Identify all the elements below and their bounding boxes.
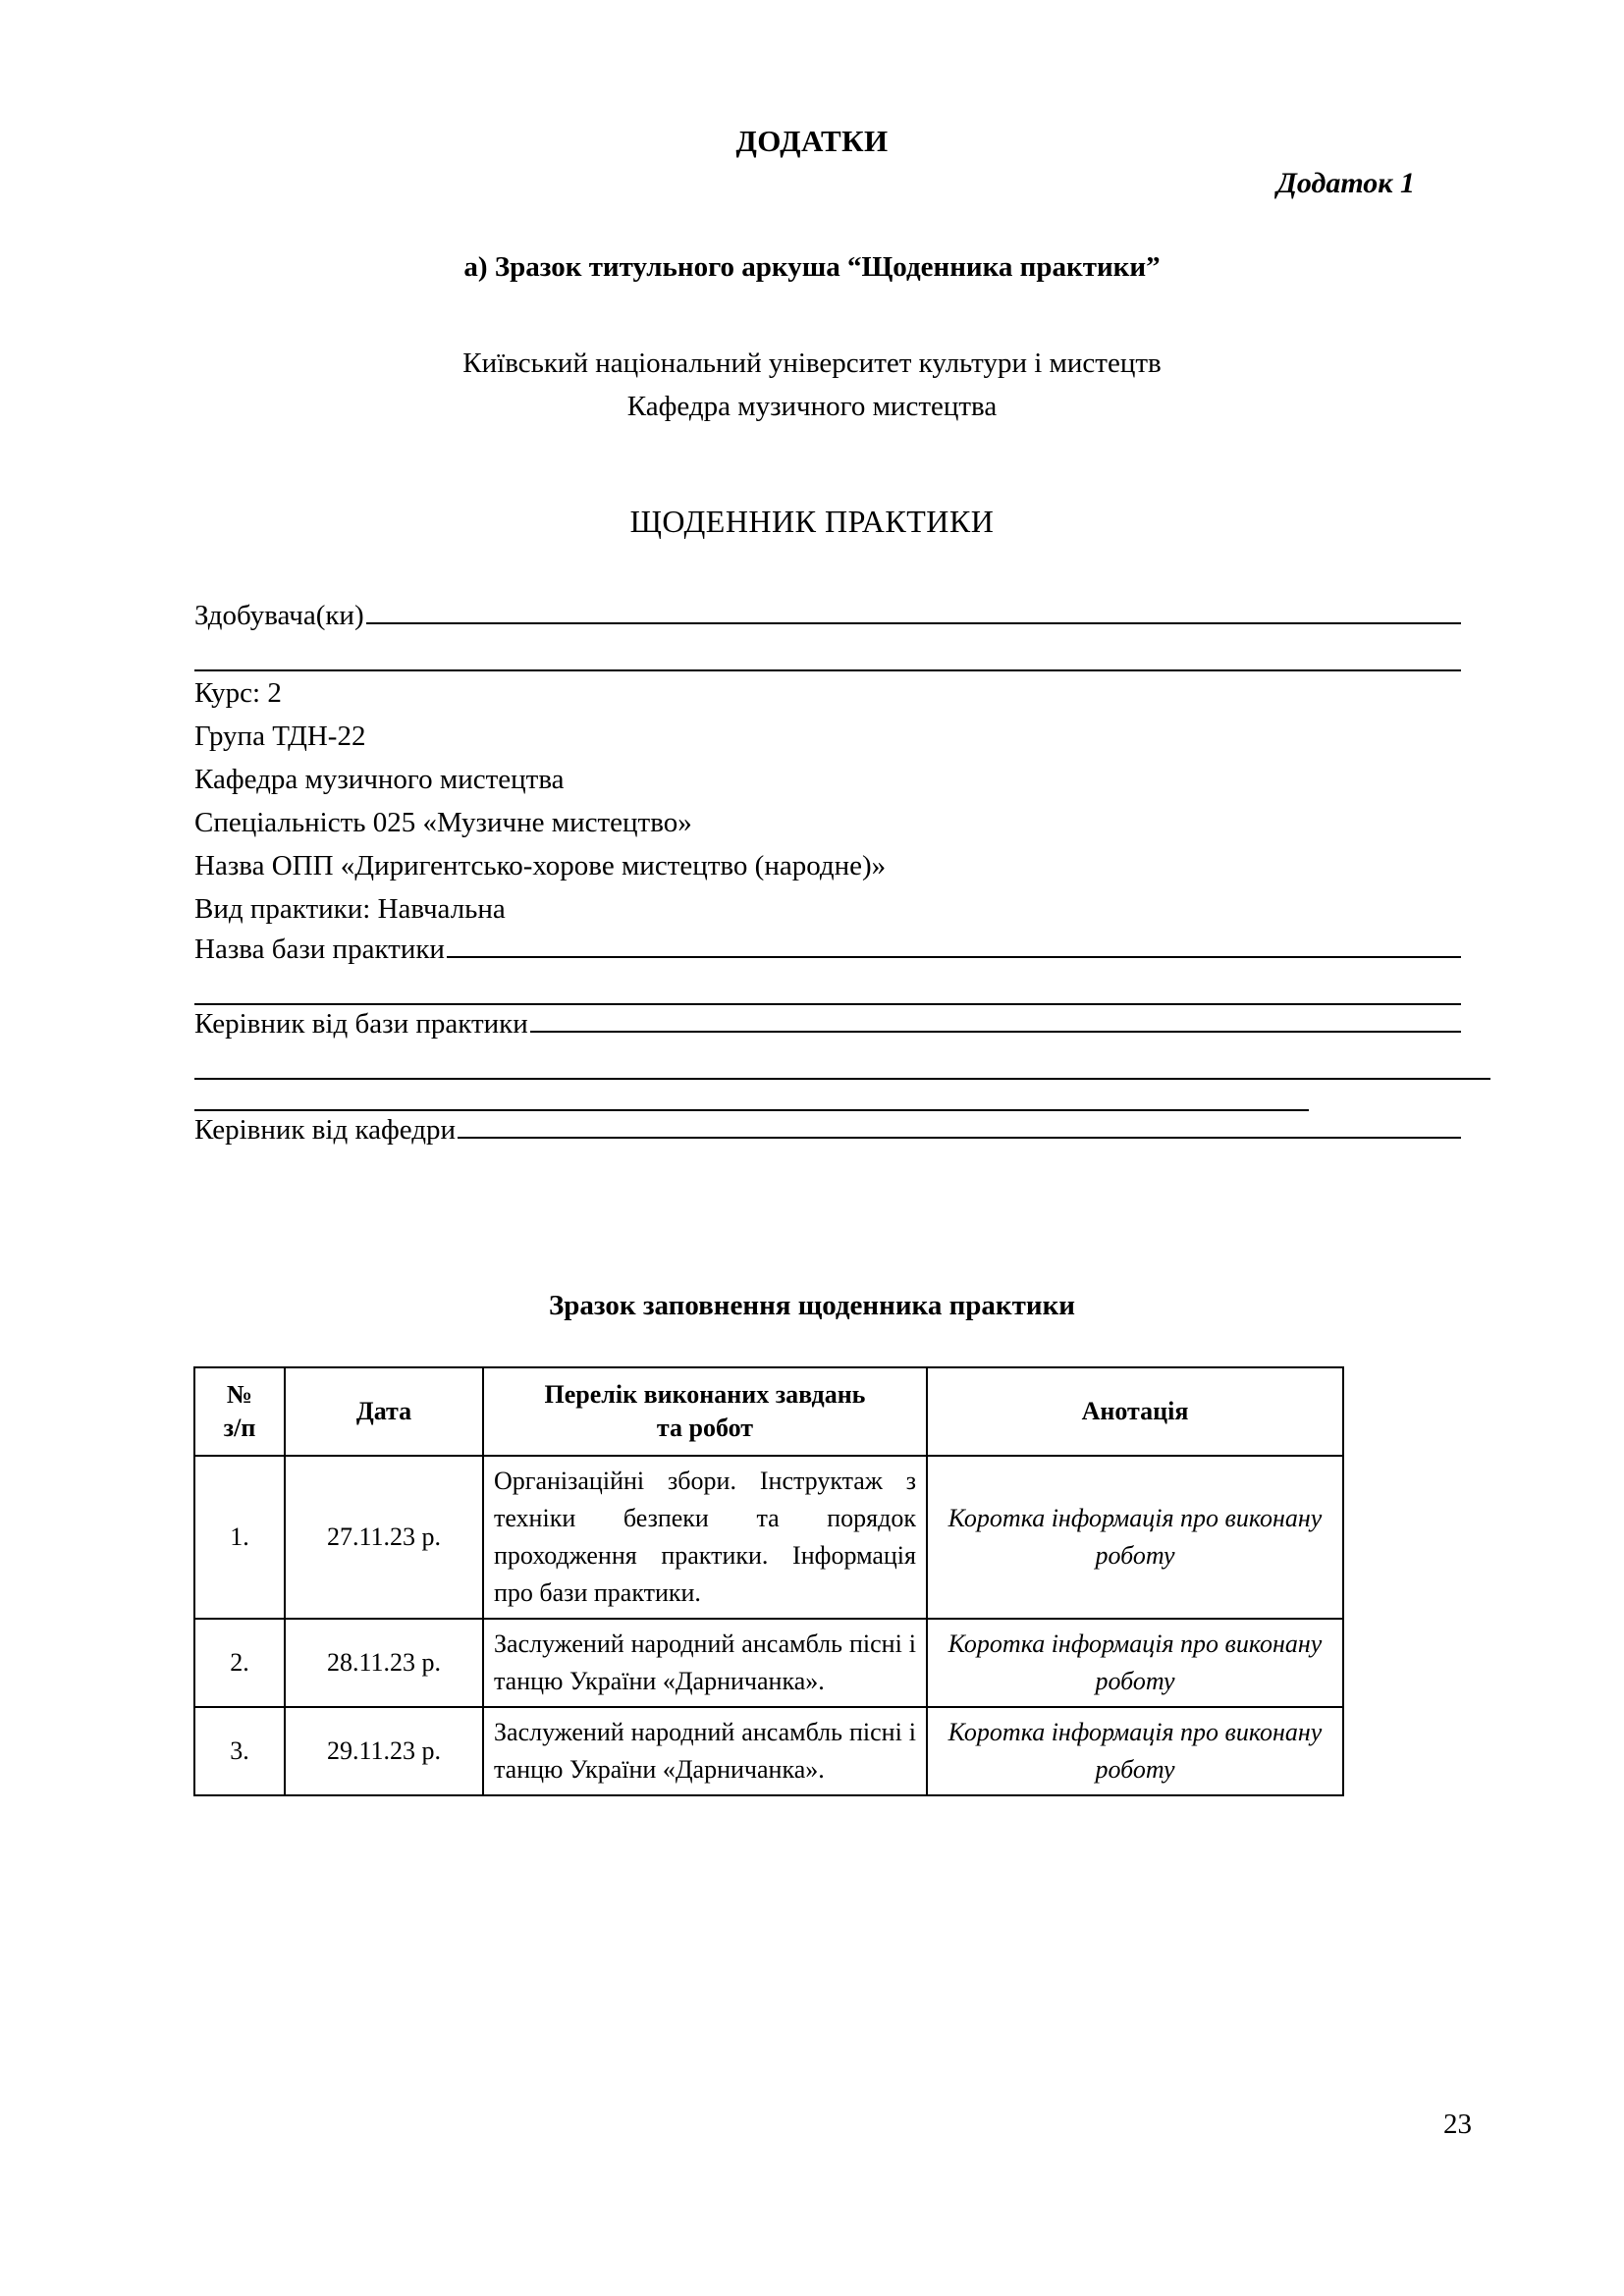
column-header-number [194,1367,285,1456]
base-supervisor-row [194,1005,1461,1048]
row-tasks: Заслужений народний ансамбль пісні і танцю України «Дарничанка». [483,1707,927,1795]
row-annotation: Коротка інформація про виконану роботу [927,1707,1343,1795]
student-field-row [194,597,1461,640]
table-header-row [194,1367,1343,1456]
table-row [194,1456,1343,1619]
university-name: Київський національний університет культури і мистецтв [462,347,1162,379]
column-header-tasks-line2: та робот [656,1414,754,1442]
row-number: 3. [194,1707,285,1795]
department-supervisor-label: Керівник від кафедри [194,1114,457,1146]
row-date: 27.11.23 р. [285,1456,483,1619]
row-date: 28.11.23 р. [285,1619,483,1707]
page-title: ДОДАТКИ [735,124,889,158]
base-supervisor-fill-rule[interactable] [530,1005,1461,1033]
department-supervisor-row [194,1111,1461,1154]
row-number: 2. [194,1619,285,1707]
title-page-form [194,597,1461,1154]
column-header-number-line2: з/п [223,1414,256,1442]
base-name-row [194,931,1461,974]
base-name-fill-rule-second[interactable] [194,974,1461,1005]
student-label: Здобувача(ки) [194,600,364,631]
organization-block [0,342,1624,428]
column-header-date: Дата [285,1367,483,1456]
program-line: Назва ОПП «Диригентсько-хорове мистецтво (народне)» [194,850,887,881]
department-line: Кафедра музичного мистецтва [194,764,565,795]
table-row [194,1707,1343,1795]
base-supervisor-fill-rule-third[interactable] [194,1080,1309,1111]
department-name: Кафедра музичного мистецтва [626,391,998,422]
department-supervisor-fill-rule[interactable] [458,1111,1461,1139]
diary-title: ЩОДЕННИК ПРАКТИКИ [629,504,995,539]
row-date: 29.11.23 р. [285,1707,483,1795]
base-name-label: Назва бази практики [194,934,445,965]
column-header-number-line1: № [226,1380,253,1409]
row-number: 1. [194,1456,285,1619]
annex-label: Додаток 1 [1276,167,1415,199]
table-row [194,1619,1343,1707]
base-supervisor-label: Керівник від бази практики [194,1008,528,1040]
sample-heading: Зразок заповнення щоденника практики [549,1290,1075,1321]
row-tasks: Організаційні збори. Інструктаж з техніки безпеки та порядок проходження практики. Інформація про бази практики. [483,1456,927,1619]
base-supervisor-fill-rule-second[interactable] [194,1048,1490,1080]
specialty-line: Спеціальність 025 «Музичне мистецтво» [194,807,692,838]
student-fill-rule[interactable] [366,597,1461,624]
group-line: Група ТДН-22 [194,721,366,752]
column-header-tasks-line1: Перелік виконаних завдань [544,1380,866,1409]
page-number: 23 [1443,2109,1472,2140]
diary-sample-table [193,1366,1344,1796]
base-name-fill-rule[interactable] [447,931,1461,958]
column-header-annotation: Анотація [927,1367,1343,1456]
course-line: Курс: 2 [194,677,282,709]
row-annotation: Коротка інформація про виконану роботу [927,1619,1343,1707]
column-header-tasks [483,1367,927,1456]
student-fill-rule-second[interactable] [194,640,1461,671]
practice-type-line: Вид практики: Навчальна [194,893,506,925]
section-heading: а) Зразок титульного аркуша “Щоденника практики” [463,251,1161,283]
row-annotation: Коротка інформація про виконану роботу [927,1456,1343,1619]
row-tasks: Заслужений народний ансамбль пісні і танцю України «Дарничанка». [483,1619,927,1707]
